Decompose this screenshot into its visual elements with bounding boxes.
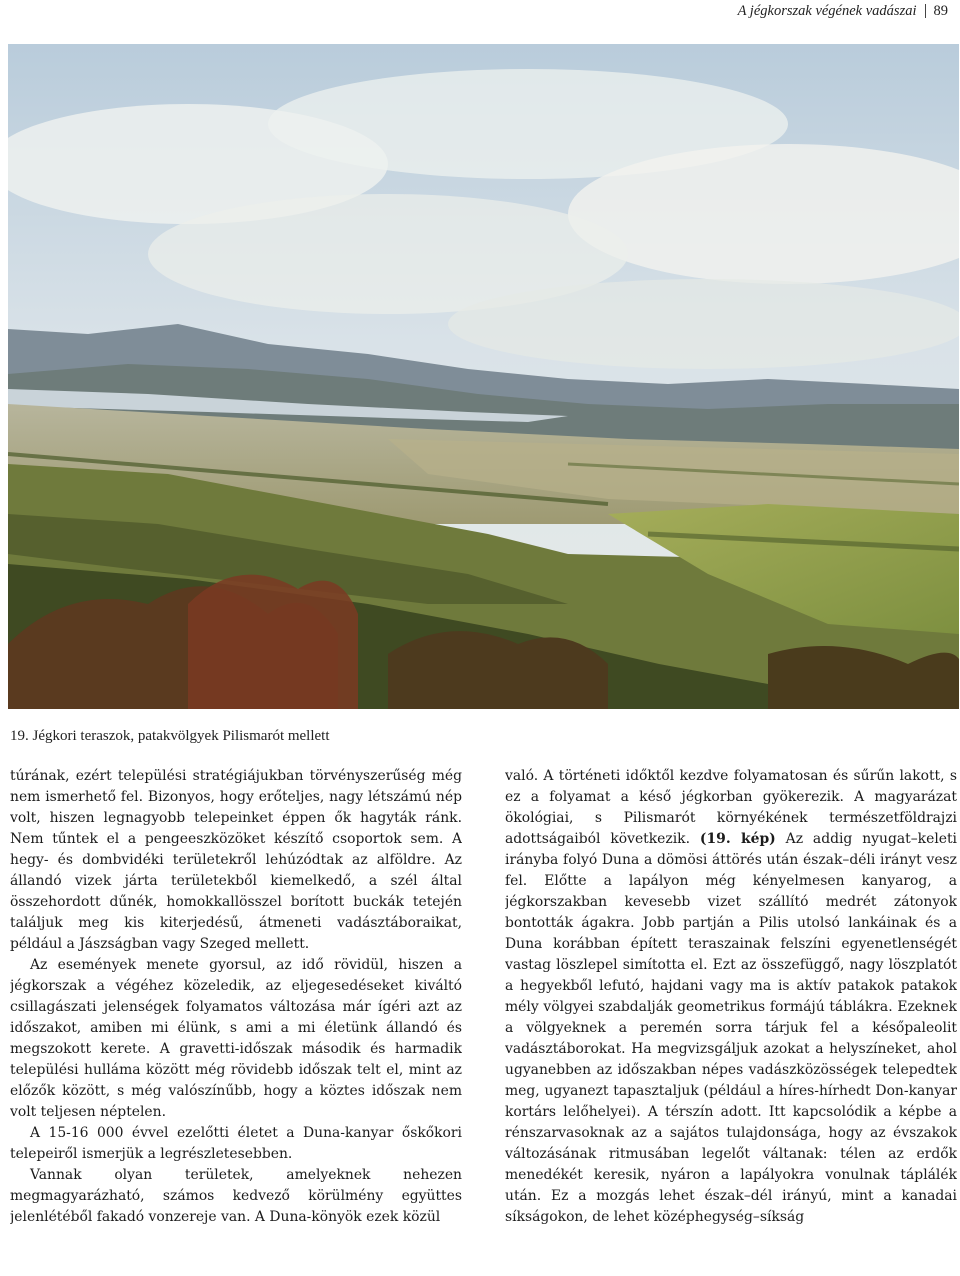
paragraph: Az események menete gyorsul, az idő rövidül, hiszen a jégkorszak a végéhez közeledik, az eljegesedéseket kiváltó csillagászati jelenségek folyamatos változása már ígéri azt az időszakot, amiben mi élünk, s ami a mi életünk állandó és megszokott kerete. A gravetti-időszak második és harmadik települési hulláma között még rövidebb időszak telt el, mint az előzők között, s még valószínűbb, hogy a köztes időszak nem volt teljesen néptelen. xyxy=(10,957,462,1120)
paragraph: A 15-16 000 évvel ezelőtti életet a Duna-kanyar őskőkori telepeiről ismerjük a legrészletesebben. xyxy=(10,1125,462,1162)
landscape-photo xyxy=(8,44,959,709)
running-header xyxy=(738,0,948,22)
page-number: 89 xyxy=(933,3,948,19)
paragraph-text: Az addig nyugat–keleti irányba folyó Duna a dömösi áttörés után észak–déli irányt vesz fel. Előtte a lapályon még kényelmesen kanyarog, a jégkorszakban kevesebb vizet szállító medrét zátonyok bontották ágakra. Jobb partján a Pilis utolsó lankáinak és a Duna korábban épített teraszainak felszíni egyenetlenségét vastag löszlepel simította el. Ezt az összefüggő, nagy löszplatót a hegyekből lefutó, hajdani vagy ma is aktív patakok patakok mély völgyei szabdalják geometrikus formájú táblákra. Ezeknek a völgyeknek a peremén sorra tárjuk fel a későpaleolit vadásztáborokat. Ha megvizsgáljuk azokat a helyszíneket, ahol ugyanebben az időszakban népes vadászközösségek telepedtek meg, ugyanezt tapasztaljuk (például a híres-hírhedt Don-kanyar kortárs lelőhelyei). A térszín adott. Itt kapcsolódik a képbe a rénszarvasoknak az a sajátos tulajdonsága, hogy az évszakok változásának ritmusában legelőt váltanak: télen az erdők menedékét keresik, nyáron a lapályokra vonulnak táplálék után. Ez a mozgás lehet észak–dél irányú, mint a kanadai síkságokon, de lehet középhegység–síkság xyxy=(505,831,957,1225)
running-title: A jégkorszak végének vadászai xyxy=(737,3,917,19)
paragraph-text: való. A történeti időktől kezdve folyamatosan és sűrűn lakott, s ez a folyamat a késő jégkorban gyökerezik. A magyarázat ökológiai, s Pilismarót környékének természetföldrajzi adottságaiból következik. xyxy=(505,768,957,847)
text-column-right xyxy=(505,766,957,1271)
header-divider xyxy=(925,4,926,18)
figure-caption: 19. Jégkori teraszok, patakvölgyek Pilismarót mellett xyxy=(10,728,330,744)
paragraph: Vannak olyan területek, amelyeknek nehezen megmagyarázható, számos kedvező körülmény együttes jelenlétéből fakadó vonzereje van. A Duna-könyök ezek közül xyxy=(10,1167,462,1225)
figure-reference[interactable]: (19. kép) xyxy=(699,831,776,847)
text-column-left xyxy=(10,766,462,1271)
paragraph: túrának, ezért települési stratégiájukban törvényszerűség még nem ismerhető fel. Bizonyos, hogy erőteljes, nagy létszámú nép volt, hiszen legnagyobb telepeinket éppen ők hagyták ránk. Nem tűntek el a pengeeszközöket készítő csoportok sem. A hegy- és dombvidéki területekről lehúzódtak az alföldre. Az állandó vizek járta területekből kiemelkedő, a szél által összehordott dűnék, homokkallösszel borított buckák tetején találjuk meg kis kiterjedésű, átmeneti vadásztáboraikat, például a Jászságban vagy Szeged mellett. xyxy=(10,768,462,952)
paragraph xyxy=(505,766,957,1228)
